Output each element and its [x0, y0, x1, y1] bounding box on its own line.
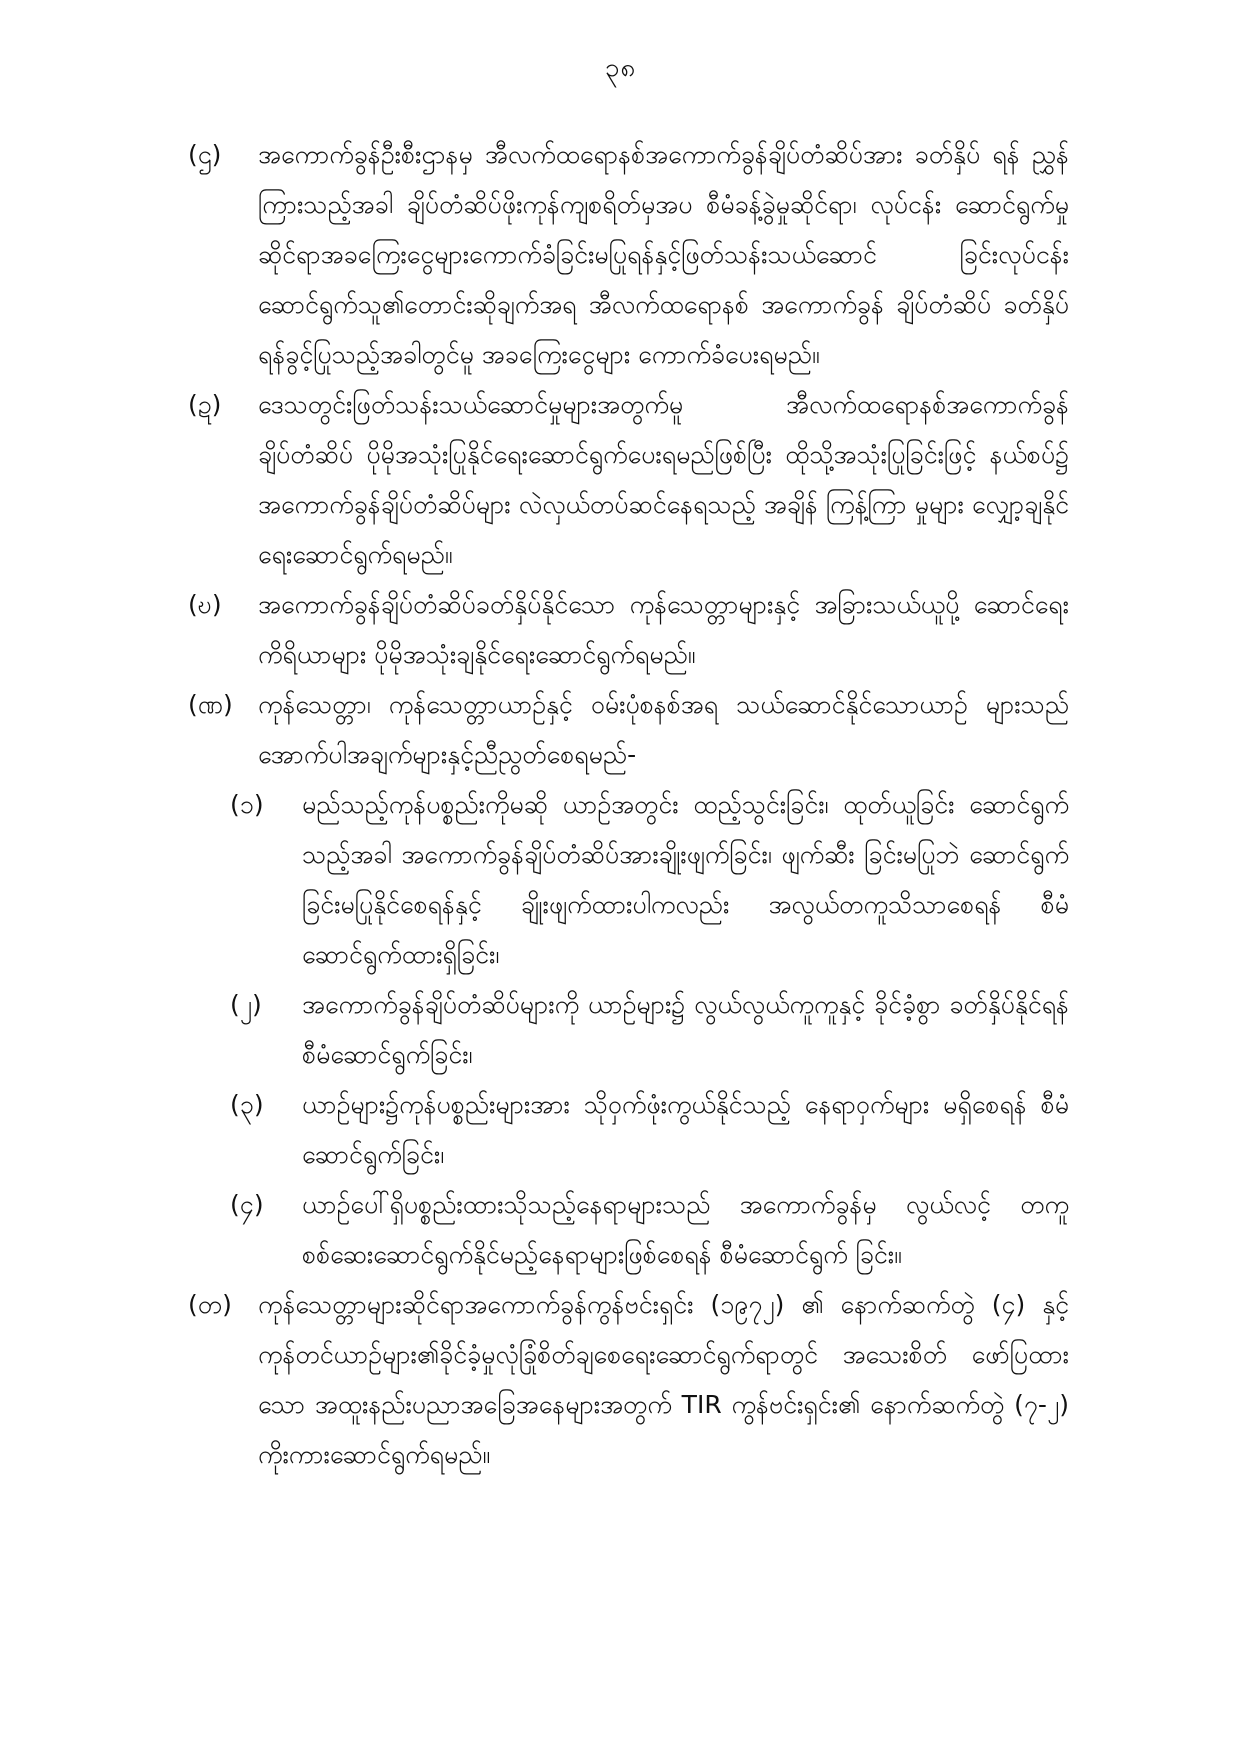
sub-list-item — [188, 1080, 1069, 1180]
list-item-text: ဒေသတွင်းဖြတ်သန်းသယ်ဆောင်မှုများအတွက်မူ အီလက်ထရောနစ်အကောက်ခွန် ချိပ်တံဆိပ် ပိုမိုအသုံးပြုနိုင်ရေးဆောင်ရွက်ပေးရမည်ဖြစ်ပြီး ထိုသို့အသုံးပြုခြင်းဖြင့် နယ်စပ်၌ အကောက်ခွန်ချိပ်တံဆိပ်များ လဲလှယ်တပ်ဆင်နေရသည့် အချိန် ကြန့်ကြာ မှုများ လျှော့ချနိုင်ရေးဆောင်ရွက်ရမည်။ — [258, 390, 1069, 569]
list-item-marker: (ဏ) — [188, 690, 233, 719]
sub-list-item — [188, 1180, 1069, 1280]
list-item-text: အကောက်ခွန်ချိပ်တံဆိပ်ခတ်နှိပ်နိုင်သော ကုန်သေတ္တာများနှင့် အခြားသယ်ယူပို့ ဆောင်ရေးကိရိယာများ ပိုမိုအသုံးချနိုင်ရေးဆောင်ရွက်ရမည်။ — [258, 590, 1069, 669]
list-item-marker: (ဍ) — [188, 390, 222, 419]
list-item — [188, 580, 1069, 680]
page-number: ၃၈ — [604, 53, 637, 83]
document-body — [0, 130, 1241, 1480]
sub-list-item-text: ယာဉ်ပေါ်ရှိပစ္စည်းထားသိုသည့်နေရာများသည် အကောက်ခွန်မှ လွယ်လင့် တကူ စစ်ဆေးဆောင်ရွက်နိုင်မည့်နေရာများဖြစ်စေရန် စီမံဆောင်ရွက် ခြင်း။ — [302, 1190, 1069, 1269]
sub-list-item — [188, 780, 1069, 980]
list-item-text: ကုန်သေတ္တာ၊ ကုန်သေတ္တာယာဉ်နှင့် ဝမ်းပုံစနစ်အရ သယ်ဆောင်နိုင်သောယာဉ် များသည် အောက်ပါအချက်များနှင့်ညီညွတ်စေရမည်- — [258, 690, 1069, 769]
sub-list-item-text: မည်သည့်ကုန်ပစ္စည်းကိုမဆို ယာဉ်အတွင်း ထည့်သွင်းခြင်း၊ ထုတ်ယူခြင်း ဆောင်ရွက်သည့်အခါ အကောက်ခွန်ချိပ်တံဆိပ်အားချိုးဖျက်ခြင်း၊ ဖျက်ဆီး ခြင်းမပြုဘဲ ဆောင်ရွက်ခြင်းမပြုနိုင်စေရန်နှင့် ချိုးဖျက်ထားပါကလည်း အလွယ်တကူသိသာစေရန် စီမံဆောင်ရွက်ထားရှိခြင်း၊ — [302, 790, 1069, 969]
list-item-text: ကုန်သေတ္တာများဆိုင်ရာအကောက်ခွန်ကွန်ဗင်းရှင်း (၁၉၇၂) ၏ နောက်ဆက်တွဲ (၄) နှင့် ကုန်တင်ယာဉ်များ၏ခိုင်ခံ့မှုလုံခြုံစိတ်ချစေရေးဆောင်ရွက်ရာတွင် အသေးစိတ် ဖော်ပြထားသော အထူးနည်းပညာအခြေအနေများအတွက် TIR ကွန်ဗင်းရှင်း၏ နောက်ဆက်တွဲ (၇-၂) ကိုးကားဆောင်ရွက်ရမည်။ — [258, 1290, 1069, 1469]
sub-list-item-marker: (၂) — [230, 990, 262, 1019]
sub-list-item-text: ယာဉ်များ၌ကုန်ပစ္စည်းများအား သိုဝှက်ဖုံးကွယ်နိုင်သည့် နေရာဝှက်များ မရှိစေရန် စီမံဆောင်ရွက်ခြင်း၊ — [302, 1090, 1069, 1169]
list-item-marker: (တ) — [188, 1290, 232, 1319]
list-item — [188, 130, 1069, 380]
list-item-marker: (ဌ) — [188, 140, 222, 169]
list-item — [188, 1280, 1069, 1480]
list-item-body — [258, 680, 1069, 780]
sub-list-item-text: အကောက်ခွန်ချိပ်တံဆိပ်များကို ယာဉ်များ၌ လွယ်လွယ်ကူကူနှင့် ခိုင်ခံ့စွာ ခတ်နှိပ်နိုင်ရန် စီမံဆောင်ရွက်ခြင်း၊ — [302, 990, 1069, 1069]
sub-list-item-marker: (၄) — [230, 1190, 264, 1219]
sub-list-item-marker: (၁) — [230, 790, 264, 819]
sub-list — [188, 780, 1069, 1280]
sub-list-item-marker: (၃) — [230, 1090, 264, 1119]
list-item — [188, 680, 1069, 780]
list-item-marker: (ဎ) — [188, 590, 222, 619]
sub-list-item — [188, 980, 1069, 1080]
list-item — [188, 380, 1069, 580]
list-item-text: အကောက်ခွန်ဦးစီးဌာနမှ အီလက်ထရောနစ်အကောက်ခွန်ချိပ်တံဆိပ်အား ခတ်နှိပ် ရန် ညွှန်ကြားသည့်အခါ ချိပ်တံဆိပ်ဖိုးကုန်ကျစရိတ်မှအပ စီမံခန့်ခွဲမှုဆိုင်ရာ၊ လုပ်ငန်း ဆောင်ရွက်မှုဆိုင်ရာအခကြေးငွေများကောက်ခံခြင်းမပြုရန်နှင့်ဖြတ်သန်းသယ်ဆောင် ခြင်းလုပ်ငန်းဆောင်ရွက်သူ၏တောင်းဆိုချက်အရ အီလက်ထရောနစ် အကောက်ခွန် ချိပ်တံဆိပ် ခတ်နှိပ်ရန်ခွင့်ပြုသည့်အခါတွင်မူ အခကြေးငွေများ ကောက်ခံပေးရမည်။ — [258, 140, 1069, 369]
